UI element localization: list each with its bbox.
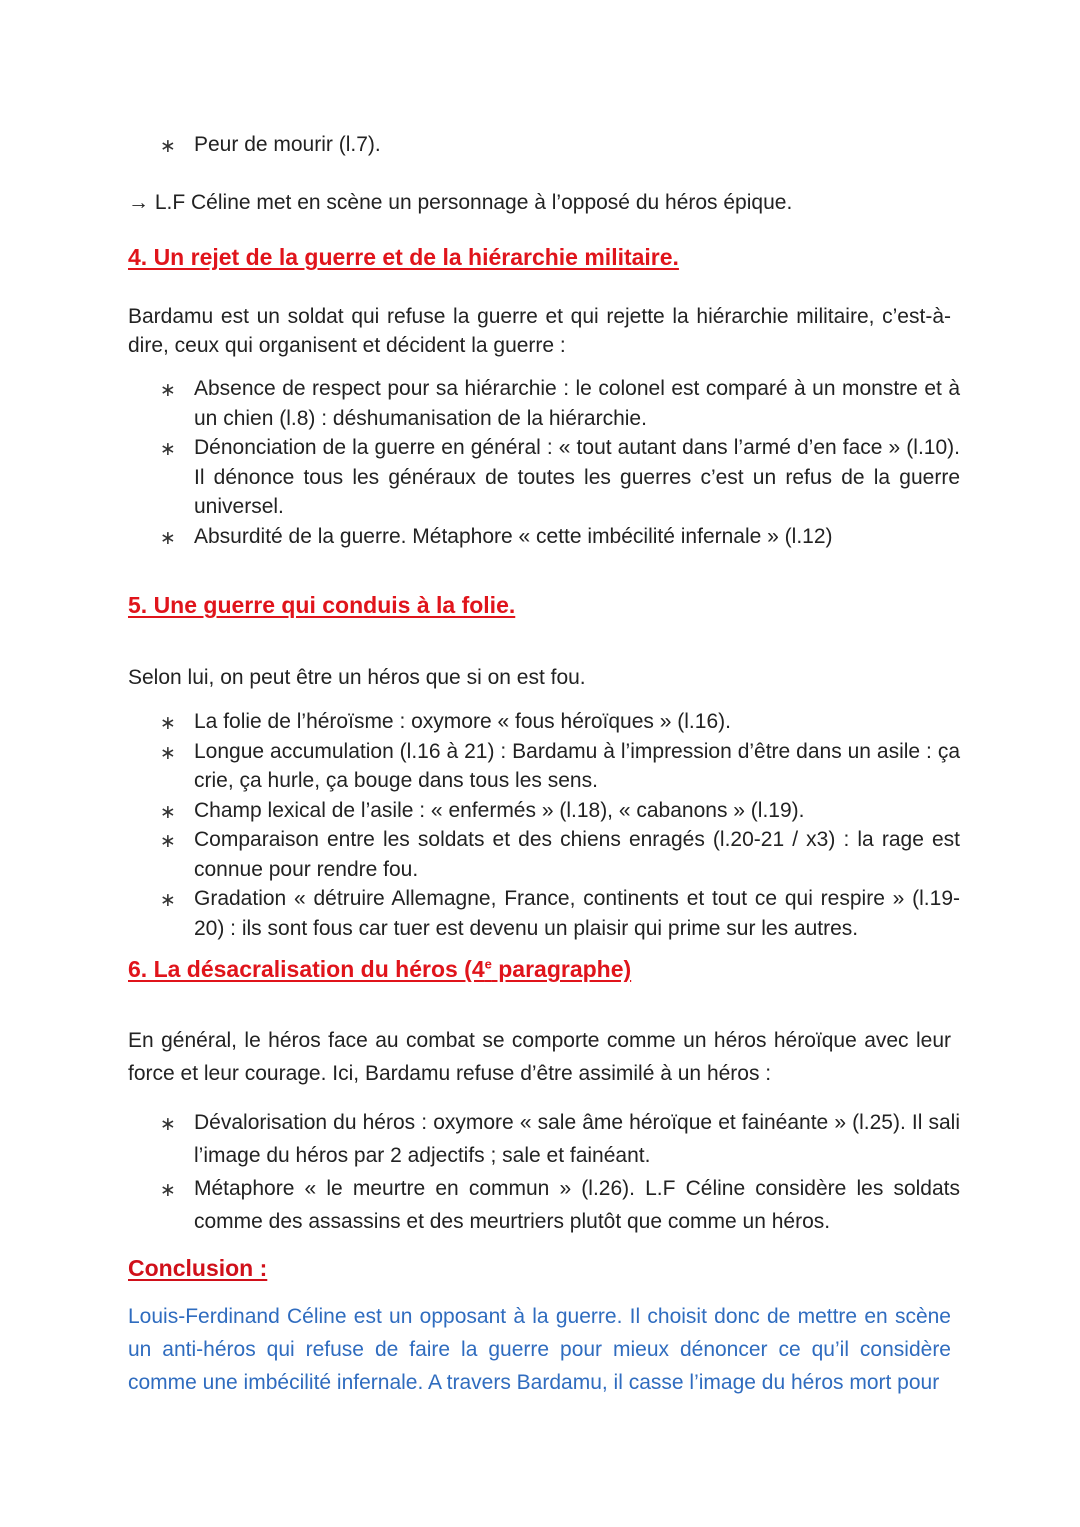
list-item: [160, 884, 960, 943]
bullet-asterisk-icon: ∗: [160, 136, 176, 157]
arrow-note: [128, 188, 968, 217]
bullet-text: Champ lexical de l’asile : « enfermés » (l.18), « cabanons » (l.19).: [194, 798, 805, 822]
list-item: [160, 374, 960, 433]
section-4-intro: Bardamu est un soldat qui refuse la guerre et qui rejette la hiérarchie militaire, c’est-à-dire, ceux qui organisent et décident la guerre :: [128, 305, 951, 357]
section-6-heading-sup: e: [484, 956, 492, 972]
section3-bullet-list: [160, 130, 960, 160]
bullet-asterisk-icon: ∗: [160, 742, 176, 764]
arrow-note-text: L.F Céline met en scène un personnage à l’opposé du héros épique.: [154, 191, 793, 214]
bullet-asterisk-icon: ∗: [160, 1180, 176, 1201]
section-6-heading-main: 6. La désacralisation du héros (4: [128, 956, 485, 982]
section-5-heading: 5. Une guerre qui conduis à la folie.: [128, 592, 516, 618]
bullet-text: Métaphore « le meurtre en commun » (l.26). L.F Céline considère les soldats comme des assassins et des meurtriers plutôt que comme un héros.: [194, 1177, 960, 1233]
list-item: [160, 796, 960, 826]
section-6-heading: [128, 956, 631, 983]
bullet-asterisk-icon: ∗: [160, 380, 176, 401]
bullet-asterisk-icon: ∗: [160, 1114, 176, 1135]
bullet-asterisk-icon: ∗: [160, 439, 176, 460]
conclusion-text: Louis-Ferdinand Céline est un opposant à la guerre. Il choisit donc de mettre en scène un anti-héros qui refuse de faire la guerre pour mieux dénoncer ce qu’il considère comme une imbécilité infernale. A travers Bardamu, il casse l’image du héros mort pour: [128, 1305, 951, 1394]
list-item: [160, 1172, 960, 1238]
section-6-heading-end: paragraphe): [491, 956, 632, 982]
bullet-text: Gradation « détruire Allemagne, France, continents et tout ce qui respire » (l.19-20) : ils sont fous car tuer est devenu un plaisir qui prime sur les autres.: [194, 887, 960, 940]
bullet-asterisk-icon: ∗: [160, 527, 176, 549]
bullet-asterisk-icon: ∗: [160, 831, 176, 852]
list-item: [160, 707, 960, 737]
list-item: [160, 522, 960, 552]
list-item: [160, 130, 960, 160]
bullet-asterisk-icon: ∗: [160, 713, 176, 734]
section5-bullet-list: [160, 707, 960, 943]
bullet-text: Absence de respect pour sa hiérarchie : le colonel est comparé à un monstre et à un chien (l.8) : déshumanisation de la hiérarchie.: [194, 377, 960, 430]
section-4-heading: 4. Un rejet de la guerre et de la hiérarchie militaire.: [128, 244, 679, 270]
section6-bullet-list: [160, 1106, 960, 1238]
section-6-intro: En général, le héros face au combat se comporte comme un héros héroïque avec leur force et leur courage. Ici, Bardamu refuse d’être assimilé à un héros :: [128, 1029, 951, 1085]
section-5-intro: Selon lui, on peut être un héros que si on est fou.: [128, 666, 586, 689]
bullet-text: Absurdité de la guerre. Métaphore « cette imbécilité infernale » (l.12): [194, 524, 833, 548]
list-item: [160, 825, 960, 884]
section4-bullet-list: [160, 374, 960, 551]
list-item: [160, 1106, 960, 1172]
list-item: [160, 737, 960, 796]
bullet-text: Longue accumulation (l.16 à 21) : Bardamu à l’impression d’être dans un asile : ça crie, ça hurle, ça bouge dans tous les sens.: [194, 739, 960, 792]
conclusion-heading: Conclusion :: [128, 1255, 268, 1281]
bullet-text: La folie de l’héroïsme : oxymore « fous héroïques » (l.16).: [194, 710, 731, 733]
bullet-text: Comparaison entre les soldats et des chiens enragés (l.20-21 / x3) : la rage est connue pour rendre fou.: [194, 828, 960, 881]
bullet-text: Dénonciation de la guerre en général : « tout autant dans l’armé d’en face » (l.10). Il dénonce tous les généraux de toutes les guerres c’est un refus de la guerre universel.: [194, 436, 960, 518]
bullet-asterisk-icon: ∗: [160, 801, 176, 823]
bullet-text: Peur de mourir (l.7).: [194, 133, 381, 156]
bullet-asterisk-icon: ∗: [160, 890, 176, 911]
arrow-icon: →: [128, 191, 149, 214]
bullet-text: Dévalorisation du héros : oxymore « sale âme héroïque et fainéante » (l.25). Il sali l’image du héros par 2 adjectifs ; sale et fainéant.: [194, 1111, 960, 1167]
list-item: [160, 433, 960, 522]
